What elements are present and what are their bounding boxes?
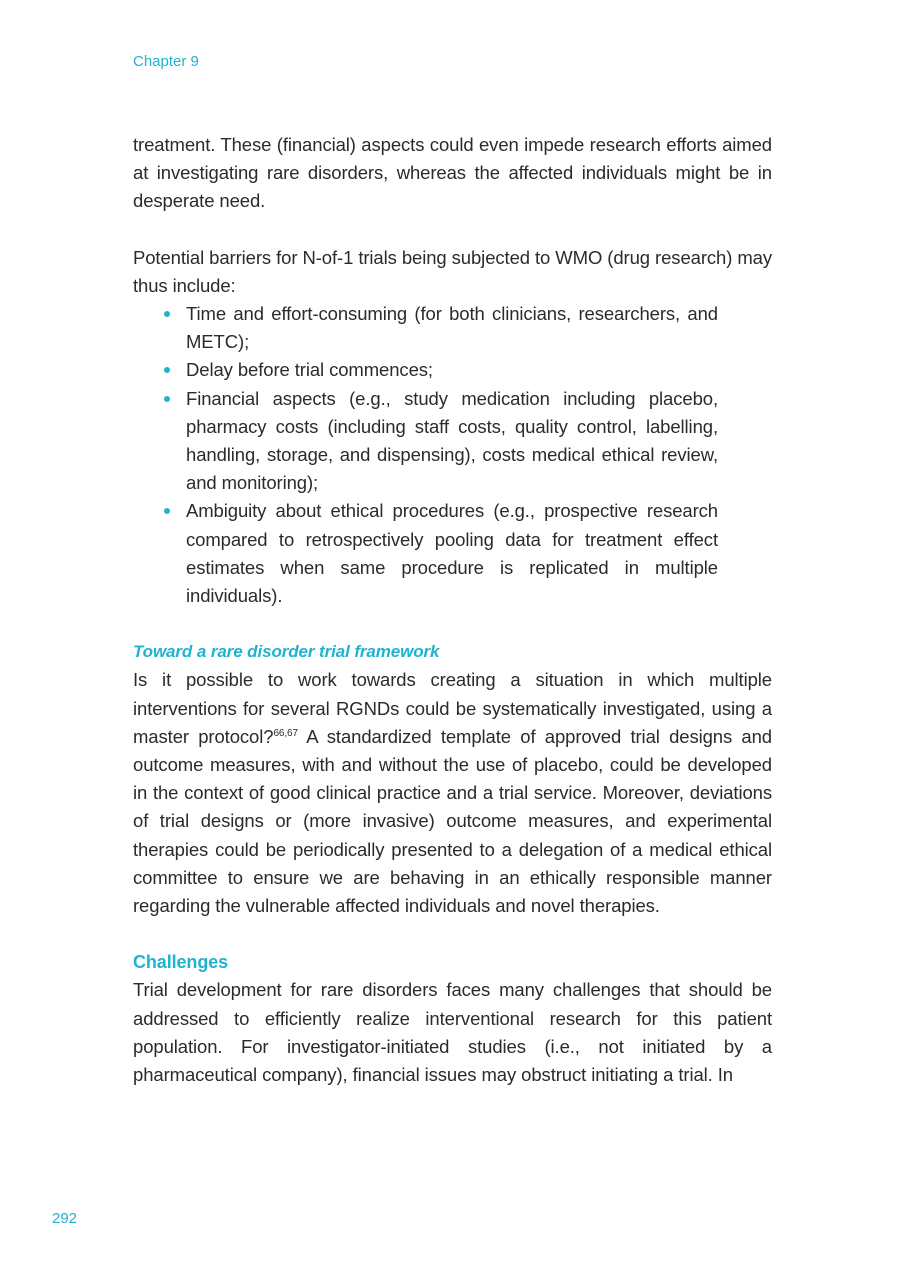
list-item: Financial aspects (e.g., study medication including placebo, pharmacy costs (including staff costs, quality control, labelling, handling, storage, and dispensing), costs medical ethical review, and monitoring); bbox=[186, 385, 718, 498]
list-item: Delay before trial commences; bbox=[186, 356, 718, 384]
framework-text-start: Is it possible to work towards creating a situation in which multiple interventions for several RGNDs could be systematically investigated, using a master protocol? bbox=[133, 669, 772, 747]
section-heading-challenges: Challenges bbox=[133, 952, 229, 973]
barrier-list bbox=[133, 300, 718, 610]
paragraph-framework bbox=[133, 666, 772, 920]
list-item: Time and effort-consuming (for both clinicians, researchers, and METC); bbox=[186, 300, 718, 356]
framework-text-end: A standardized template of approved trial designs and outcome measures, with and without the use of placebo, could be developed in the context of good clinical practice and a trial service. Moreover, deviations of trial designs or (more invasive) outcome measures, and experimental therapies could be periodically presented to a delegation of a medical ethical committee to ensure we are behaving in an ethically responsible manner regarding the vulnerable affected individuals and novel therapies. bbox=[133, 725, 773, 917]
page-number: 292 bbox=[52, 1210, 78, 1227]
paragraph-2: Potential barriers for N-of-1 trials being subjected to WMO (drug research) may thus include: bbox=[133, 246, 772, 296]
running-head-chapter: Chapter 9 bbox=[133, 53, 199, 70]
spacer bbox=[133, 920, 772, 948]
section-heading-framework: Toward a rare disorder trial framework bbox=[133, 642, 440, 662]
spacer bbox=[133, 216, 772, 244]
page-body bbox=[133, 131, 772, 1089]
paragraph-challenges: Trial development for rare disorders faces many challenges that should be addressed to efficiently realize interventional research for this patient population. For investigator-initiated studies (i.e., not initiated by a pharmaceutical company), financial issues may obstruct initiating a trial. In bbox=[133, 979, 772, 1086]
citation-ref: 66,67 bbox=[273, 727, 298, 739]
spacer bbox=[133, 610, 772, 638]
list-item: Ambiguity about ethical procedures (e.g., prospective research compared to retrospectively pooling data for treatment effect estimates when same procedure is replicated in multiple individuals). bbox=[186, 497, 718, 610]
paragraph-1: treatment. These (financial) aspects could even impede research efforts aimed at investigating rare disorders, whereas the affected individuals might be in desperate need. bbox=[133, 134, 772, 212]
